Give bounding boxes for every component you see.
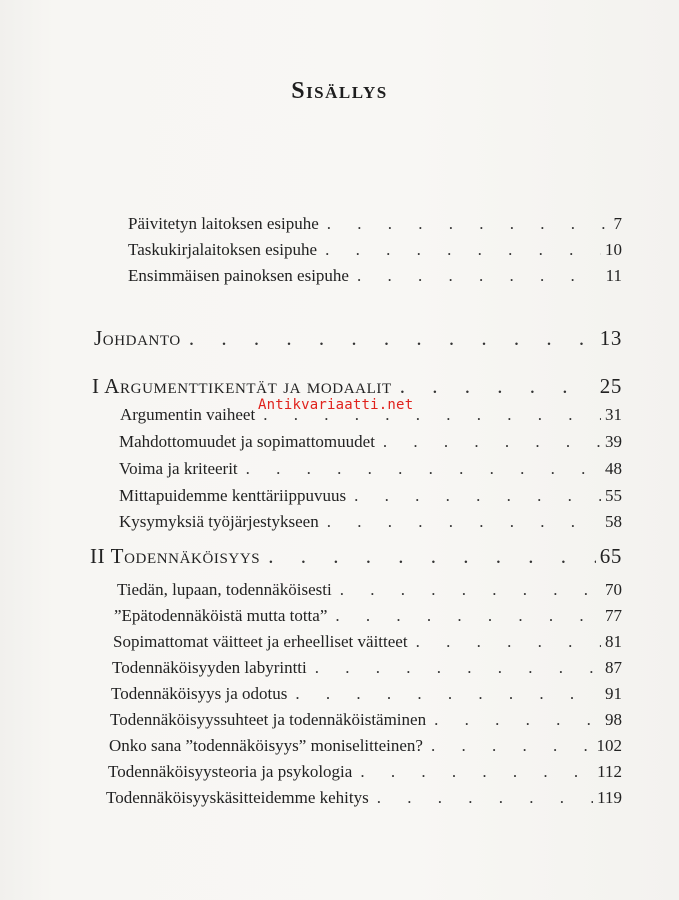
- toc-leader: [260, 544, 596, 569]
- toc-leader: [238, 459, 601, 479]
- toc-entry-page: 11: [605, 266, 622, 285]
- toc-entry: [119, 512, 622, 532]
- toc-entry: [108, 762, 622, 782]
- toc-entry: [117, 580, 622, 600]
- toc-entry-page: 31: [605, 405, 622, 424]
- toc-entry-page: 98: [605, 710, 622, 729]
- toc-leader: [307, 658, 601, 678]
- toc-leader: [349, 266, 602, 286]
- toc-leader: [319, 214, 610, 234]
- toc-entry-label: Todennäköisyyden labyrintti: [112, 658, 307, 677]
- toc-entry: [110, 710, 622, 730]
- toc-entry-label: ”Epätodennäköistä mutta totta”: [114, 606, 328, 625]
- toc-entry: [119, 432, 622, 452]
- toc-entry-page: 87: [605, 658, 622, 677]
- toc-entry-page: 112: [597, 762, 622, 781]
- toc-chapter: [90, 544, 622, 569]
- toc-entry-page: 58: [605, 512, 622, 531]
- toc-entry-label: Kysymyksiä työjärjestykseen: [119, 512, 319, 531]
- toc-leader: [287, 684, 601, 704]
- toc-entry-page: 77: [605, 606, 622, 625]
- toc-entry-label: Päivitetyn laitoksen esipuhe: [128, 214, 319, 233]
- toc-leader: [181, 326, 596, 351]
- toc-leader: [426, 710, 601, 730]
- toc-entry: [128, 214, 622, 234]
- toc-chapter-label: Johdanto: [94, 326, 181, 350]
- toc-entry: [128, 266, 622, 286]
- toc-entry-page: 10: [605, 240, 622, 259]
- toc-entry: [109, 736, 622, 756]
- toc-entry-label: Taskukirjalaitoksen esipuhe: [128, 240, 318, 259]
- toc-entry-page: 48: [605, 459, 622, 478]
- toc-chapter-label: I Argumenttikentät ja modaalit: [92, 374, 392, 398]
- toc-entry: [119, 459, 622, 479]
- toc-entry-page: 102: [596, 736, 622, 755]
- toc-entry: [114, 606, 622, 626]
- toc-entry: [112, 658, 622, 678]
- toc-chapter-page: 13: [599, 326, 622, 350]
- toc-entry-page: 119: [597, 788, 622, 807]
- toc-leader: [352, 762, 593, 782]
- toc-entry-label: Todennäköisyyskäsitteidemme kehitys: [106, 788, 369, 807]
- toc-entry-page: 7: [613, 214, 622, 233]
- toc-entry-label: Argumentin vaiheet: [120, 405, 256, 424]
- toc-entry-label: Todennäköisyysteoria ja psykologia: [108, 762, 353, 781]
- toc-entry: [119, 486, 622, 506]
- toc-leader: [369, 788, 593, 808]
- toc-entry-label: Ensimmäisen painoksen esipuhe: [128, 266, 349, 285]
- toc-entry: [128, 240, 622, 260]
- toc-entry-page: 55: [605, 486, 622, 505]
- toc-entry: [111, 684, 622, 704]
- toc-chapter: [94, 326, 622, 351]
- toc-leader: [346, 486, 601, 506]
- toc-leader: [332, 580, 601, 600]
- toc-leader: [423, 736, 593, 756]
- toc-leader: [392, 374, 596, 399]
- toc-entry-label: Mittapuidemme kenttäriippuvuus: [119, 486, 347, 505]
- toc-entry-page: 81: [605, 632, 622, 651]
- toc-entry-page: 39: [605, 432, 622, 451]
- toc-entry-page: 70: [605, 580, 622, 599]
- toc-leader: [327, 606, 601, 626]
- toc-entry-label: Mahdottomuudet ja sopimattomuudet: [119, 432, 375, 451]
- toc-entry-label: Tiedän, lupaan, todennäköisesti: [117, 580, 332, 599]
- toc-leader: [319, 512, 601, 532]
- toc-entry: [113, 632, 622, 652]
- toc-entry-page: 91: [605, 684, 622, 703]
- toc-chapter-label: II Todennäköisyys: [90, 544, 261, 568]
- toc-chapter-page: 65: [599, 544, 622, 568]
- toc-entry-label: Todennäköisyyssuhteet ja todennäköistäminen: [110, 710, 427, 729]
- toc-leader: [375, 432, 601, 452]
- toc-entry-label: Todennäköisyys ja odotus: [111, 684, 288, 703]
- watermark-text: Antikvariaatti.net: [258, 397, 414, 413]
- toc-chapter: [92, 374, 622, 399]
- toc-entry-label: Onko sana ”todennäköisyys” moniselitteinen?: [109, 736, 423, 755]
- page-title: Sisällys: [291, 78, 388, 104]
- toc-chapter-page: 25: [599, 374, 622, 398]
- toc-entry-label: Voima ja kriteerit: [119, 459, 238, 478]
- toc-entry: [106, 788, 622, 808]
- toc-leader: [317, 240, 601, 260]
- toc-entry-label: Sopimattomat väitteet ja erheelliset väitteet: [113, 632, 408, 651]
- toc-leader: [408, 632, 601, 652]
